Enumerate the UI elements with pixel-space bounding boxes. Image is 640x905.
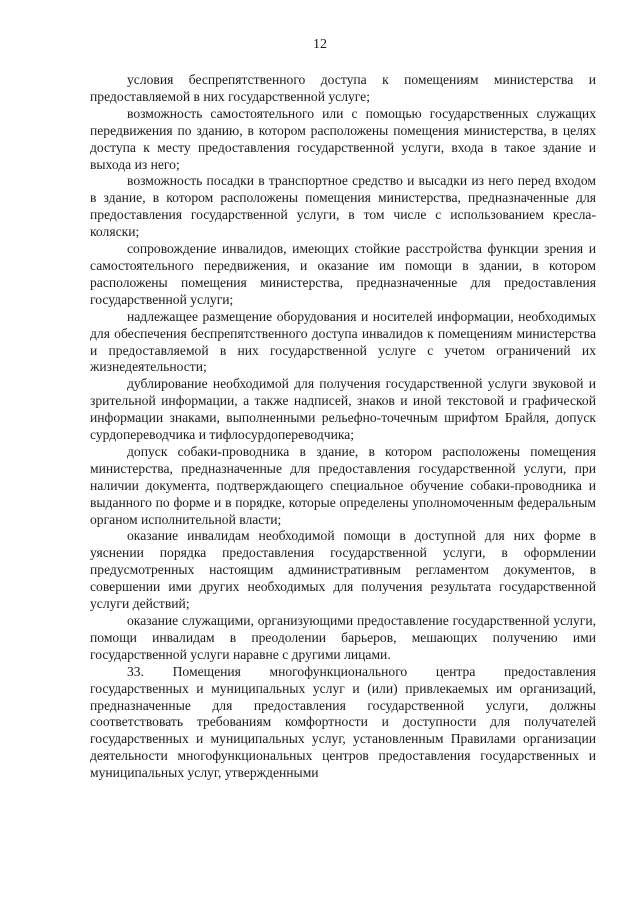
paragraph-staff-assistance: оказание служащими, организующими предоставление государственной услуги, помощи инвалидам в преодолении барьеров, мешающих получению ими государственной услуги наравне с другими лицами. xyxy=(90,613,596,662)
page-number: 12 xyxy=(313,37,327,52)
paragraph-assistance-to-disabled: оказание инвалидам необходимой помощи в доступной для них форме в уяснении порядка предоставления государственной услуги, в оформлении предусмотренных настоящим административным регламентом документов, в совершении ими других необходимых для получения результата государственной услуги действий; xyxy=(90,528,596,612)
paragraph-independent-movement: возможность самостоятельного или с помощью государственных служащих передвижения по зданию, в котором расположены помещения министерства, в целях доступа к месту предоставления государственной услуги, входа в такое здание и выхода из него; xyxy=(90,105,596,172)
paragraph-braille-duplication: дублирование необходимой для получения государственной услуги звуковой и зрительной информации, а также надписей, знаков и иной текстовой и графической информации знаками, выполненными рельефно-точечным шрифтом Брайля, допуск сурдопереводчика и тифлосурдопереводчика; xyxy=(90,376,596,443)
paragraph-vehicle-boarding: возможность посадки в транспортное средство и высадки из него перед входом в здание, в котором расположены помещения министерства, предназначенные для предоставления государственной услуги, в том числе с использованием кресла-коляски; xyxy=(90,173,596,240)
document-body xyxy=(90,72,596,782)
paragraph-equipment-placement: надлежащее размещение оборудования и носителей информации, необходимых для обеспечения беспрепятственного доступа инвалидов к помещениям министерства и предоставляемой в них государственной услуге с учетом ограничений их жизнедеятельности; xyxy=(90,308,596,375)
paragraph-accessibility-conditions: условия беспрепятственного доступа к помещениям министерства и предоставляемой в них государственной услуге; xyxy=(90,72,596,104)
paragraph-escort-visually-impaired: сопровождение инвалидов, имеющих стойкие расстройства функции зрения и самостоятельного передвижения, и оказание им помощи в здании, в котором расположены помещения министерства, предназначенные для предоставления государственной услуги; xyxy=(90,241,596,307)
paragraph-item-33: 33. Помещения многофункционального центра предоставления государственных и муниципальных услуг и (или) привлекаемых им организаций, предназначенные для предоставления государственной услуги, должны соответствовать требованиям комфортности и доступности для получателей государственных и муниципальных услуг, установленным Правилами организации деятельности многофункциональных центров предоставления государственных и муниципальных услуг, утвержденными xyxy=(90,663,596,781)
paragraph-guide-dog-admission: допуск собаки-проводника в здание, в котором расположены помещения министерства, предназначенные для предоставления государственной услуги, при наличии документа, подтверждающего специальное обучение собаки-проводника и выданного по форме и в порядке, которые определены уполномоченным федеральным органом исполнительной власти; xyxy=(90,443,596,527)
